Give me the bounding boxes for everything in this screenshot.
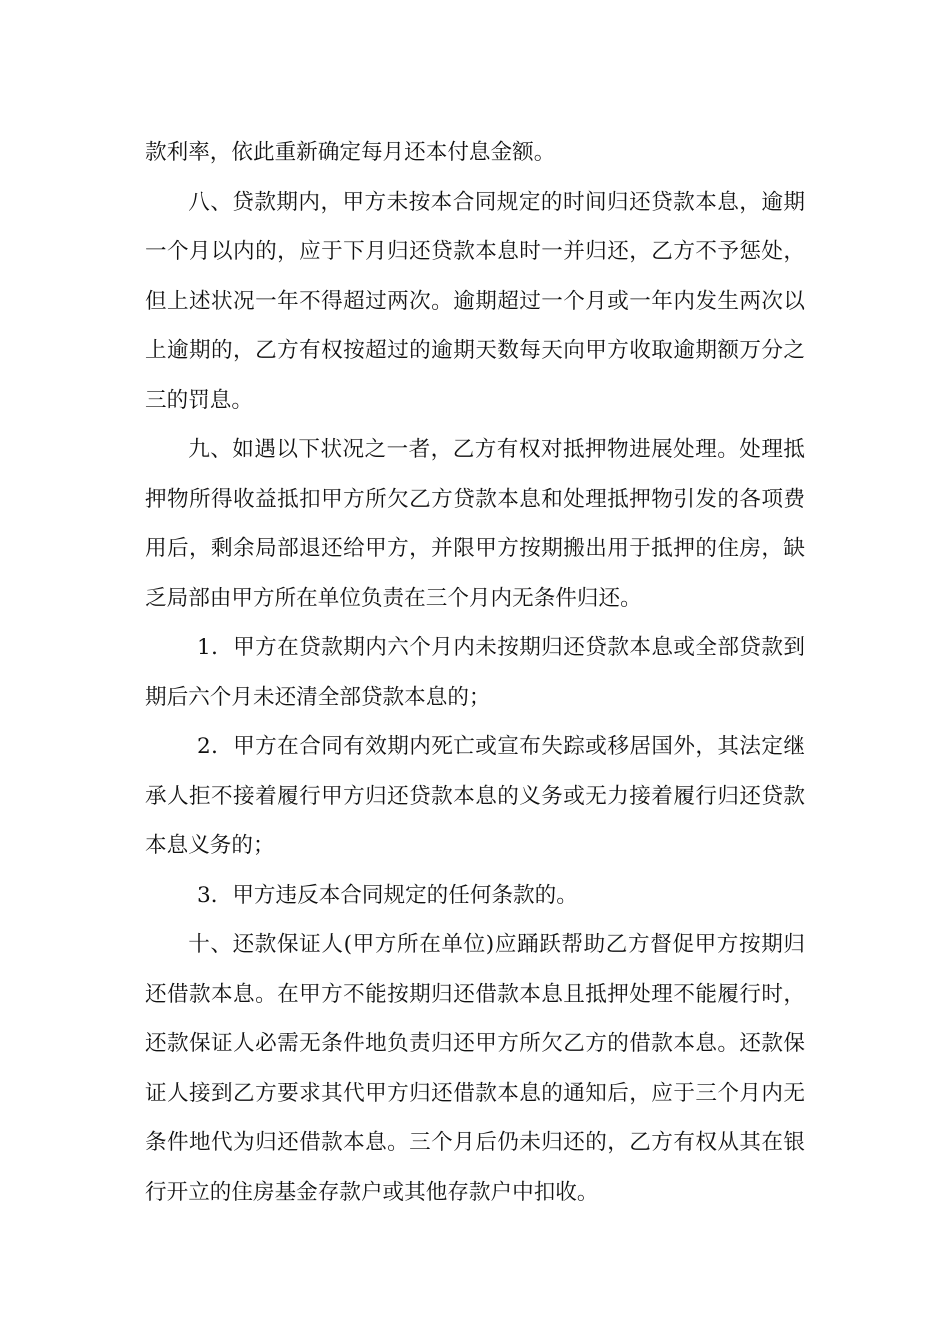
- clause-nine-item-1: 1．甲方在贷款期内六个月内未按期归还贷款本息或全部贷款到期后六个月未还清全部贷款本息的；: [145, 635, 805, 710]
- paragraph-continuation: 款利率，依此重新确定每月还本付息金额。: [145, 140, 556, 165]
- clause-eight: 八、贷款期内，甲方未按本合同规定的时间归还贷款本息，逾期一个月以内的，应于下月归还贷款本息时一并归还，乙方不予惩处，但上述状况一年不得超过两次。逾期超过一个月或一年内发生两次以上逾期的，乙方有权按超过的逾期天数每天向甲方收取逾期额万分之三的罚息。: [145, 189, 805, 413]
- clause-nine-item-3: 3．甲方违反本合同规定的任何条款的。: [197, 882, 578, 908]
- clause-nine: 九、如遇以下状况之一者，乙方有权对抵押物进展处理。处理抵押物所得收益抵扣甲方所欠乙方贷款本息和处理抵押物引发的各项费用后，剩余局部退还给甲方，并限甲方按期搬出用于抵押的住房，缺乏局部由甲方所在单位负责在三个月内无条件归还。: [145, 437, 805, 611]
- document-body: [145, 128, 805, 1217]
- clause-ten: 十、还款保证人(甲方所在单位)应踊跃帮助乙方督促甲方按期归还借款本息。在甲方不能按期归还借款本息且抵押处理不能履行时，还款保证人必需无条件地负责归还甲方所欠乙方的借款本息。还款保证人接到乙方要求其代甲方归还借款本息的通知后，应于三个月内无条件地代为归还借款本息。三个月后仍未归还的，乙方有权从其在银行开立的住房基金存款户或其他存款户中扣收。: [145, 932, 805, 1205]
- clause-nine-item-2: 2．甲方在合同有效期内死亡或宣布失踪或移居国外，其法定继承人拒不接着履行甲方归还贷款本息的义务或无力接着履行归还贷款本息义务的；: [145, 734, 805, 858]
